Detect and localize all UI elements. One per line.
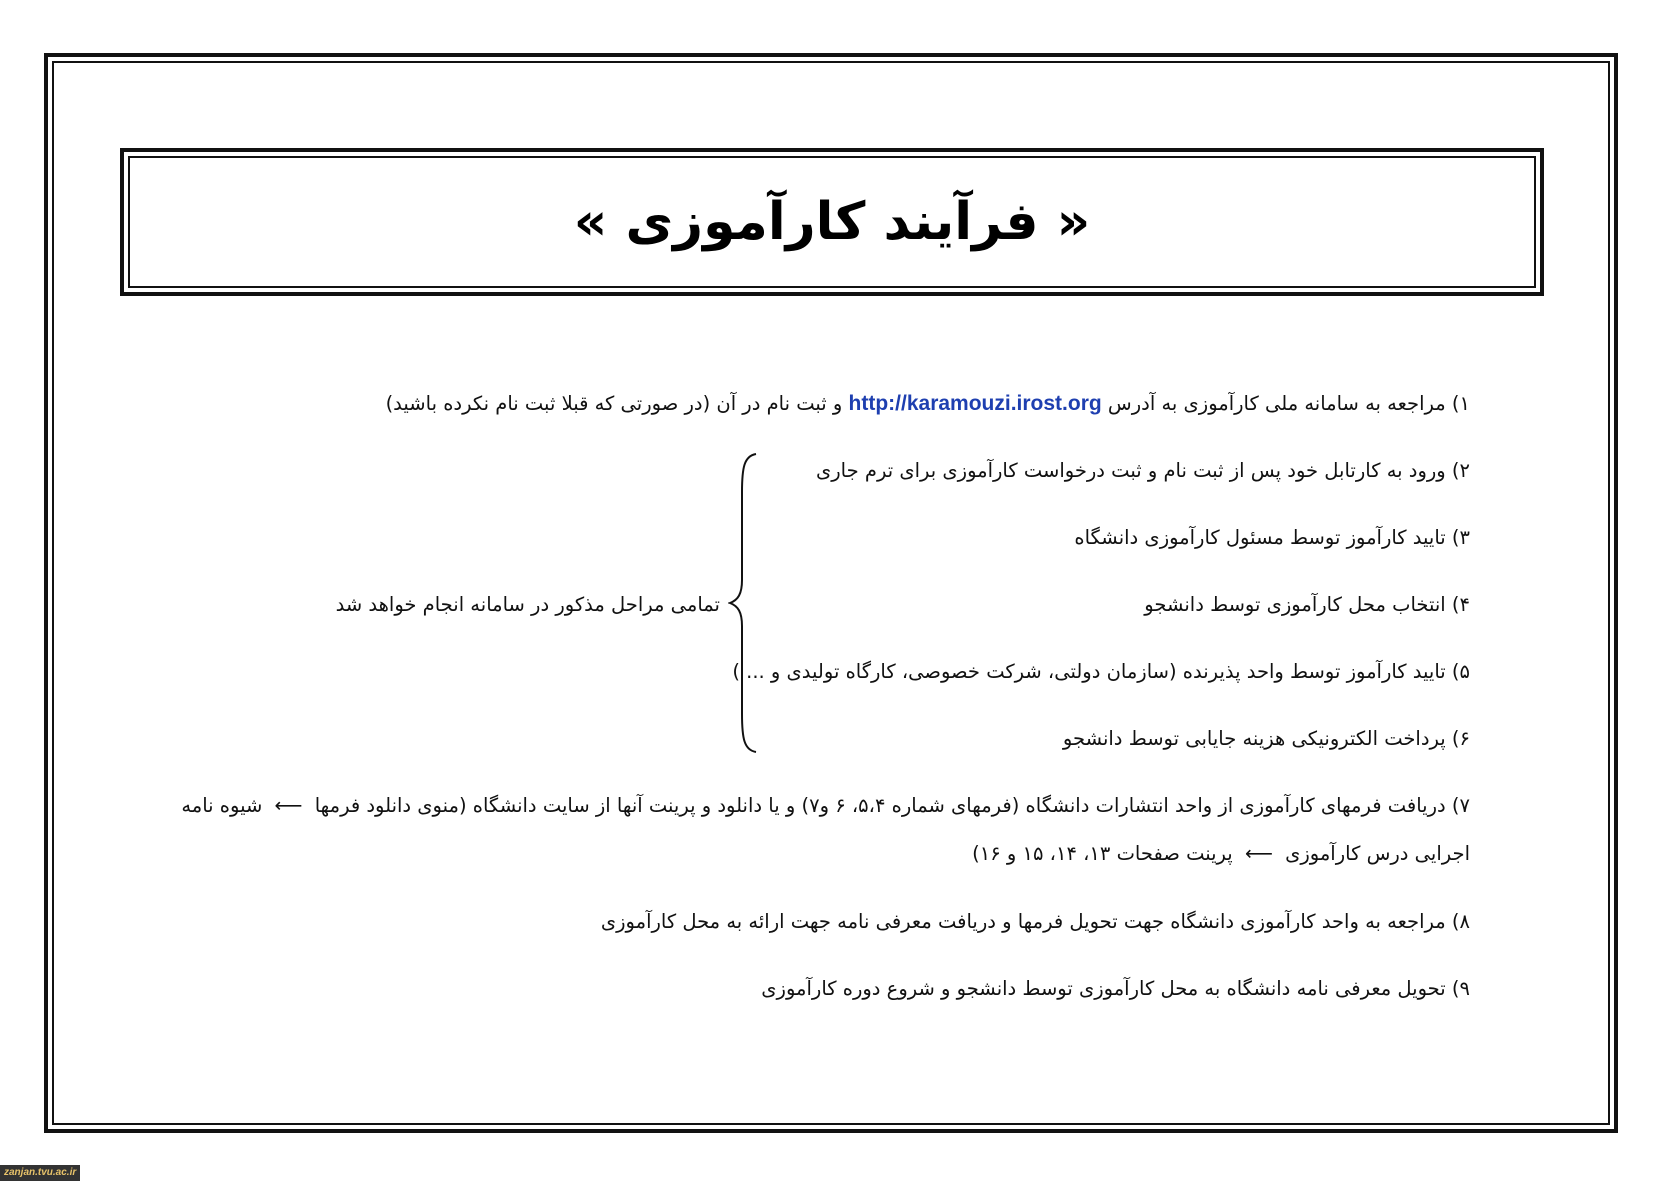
step-7-line-1 (181, 792, 1470, 820)
step-7-text-cont: اجرایی درس کارآموزی (1285, 842, 1470, 865)
step-7-pages: پرینت صفحات ۱۳، ۱۴، ۱۵ و ۱۶) (972, 842, 1233, 865)
title-box (128, 156, 1536, 288)
step-1 (386, 390, 1470, 418)
curly-brace-icon (728, 452, 758, 754)
step-7-text-end: شیوه نامه (181, 794, 263, 817)
watermark (0, 1165, 80, 1181)
page-title: « فرآیند کارآموزی » (573, 192, 1091, 252)
left-arrow-icon: ⟵ (274, 794, 303, 817)
step-1-text-after: و ثبت نام در آن (در صورتی که قبلا ثبت نام نکرده باشید) (385, 392, 843, 415)
left-arrow-icon: ⟵ (1244, 842, 1273, 865)
step-1-url-link[interactable]: http://karamouzi.irost.org (848, 392, 1102, 415)
step-7-line-2 (972, 840, 1470, 868)
watermark-text: zanjan.tvu.ac.ir (4, 1167, 77, 1178)
step-1-text: ۱) مراجعه به سامانه ملی کارآموزی به آدرس (1107, 392, 1470, 415)
step-3: ۳) تایید کارآموز توسط مسئول کارآموزی دانشگاه (1074, 526, 1470, 549)
step-6: ۶) پرداخت الکترونیکی هزینه جایابی توسط دانشجو (1062, 727, 1470, 750)
step-4: ۴) انتخاب محل کارآموزی توسط دانشجو (1144, 593, 1470, 616)
step-8: ۸) مراجعه به واحد کارآموزی دانشگاه جهت تحویل فرمها و دریافت معرفی نامه جهت ارائه به محل کارآموزی (600, 910, 1470, 933)
step-9: ۹) تحویل معرفی نامه دانشگاه به محل کارآموزی توسط دانشجو و شروع دوره کارآموزی (761, 977, 1470, 1000)
step-2: ۲) ورود به کارتابل خود پس از ثبت نام و ثبت درخواست کارآموزی برای ترم جاری (816, 459, 1470, 482)
step-7-text: ۷) دریافت فرمهای کارآموزی از واحد انتشارات دانشگاه (فرمهای شماره ۵،۴، ۶ و۷) و یا دانلود و پرینت آنها از سایت دانشگاه (منوی دانلود فرمها (314, 794, 1470, 817)
brace-note: تمامی مراحل مذکور در سامانه انجام خواهد شد (335, 593, 720, 616)
step-5: ۵) تایید کارآموز توسط واحد پذیرنده (سازمان دولتی، شرکت خصوصی، کارگاه تولیدی و ... ) (732, 660, 1470, 683)
